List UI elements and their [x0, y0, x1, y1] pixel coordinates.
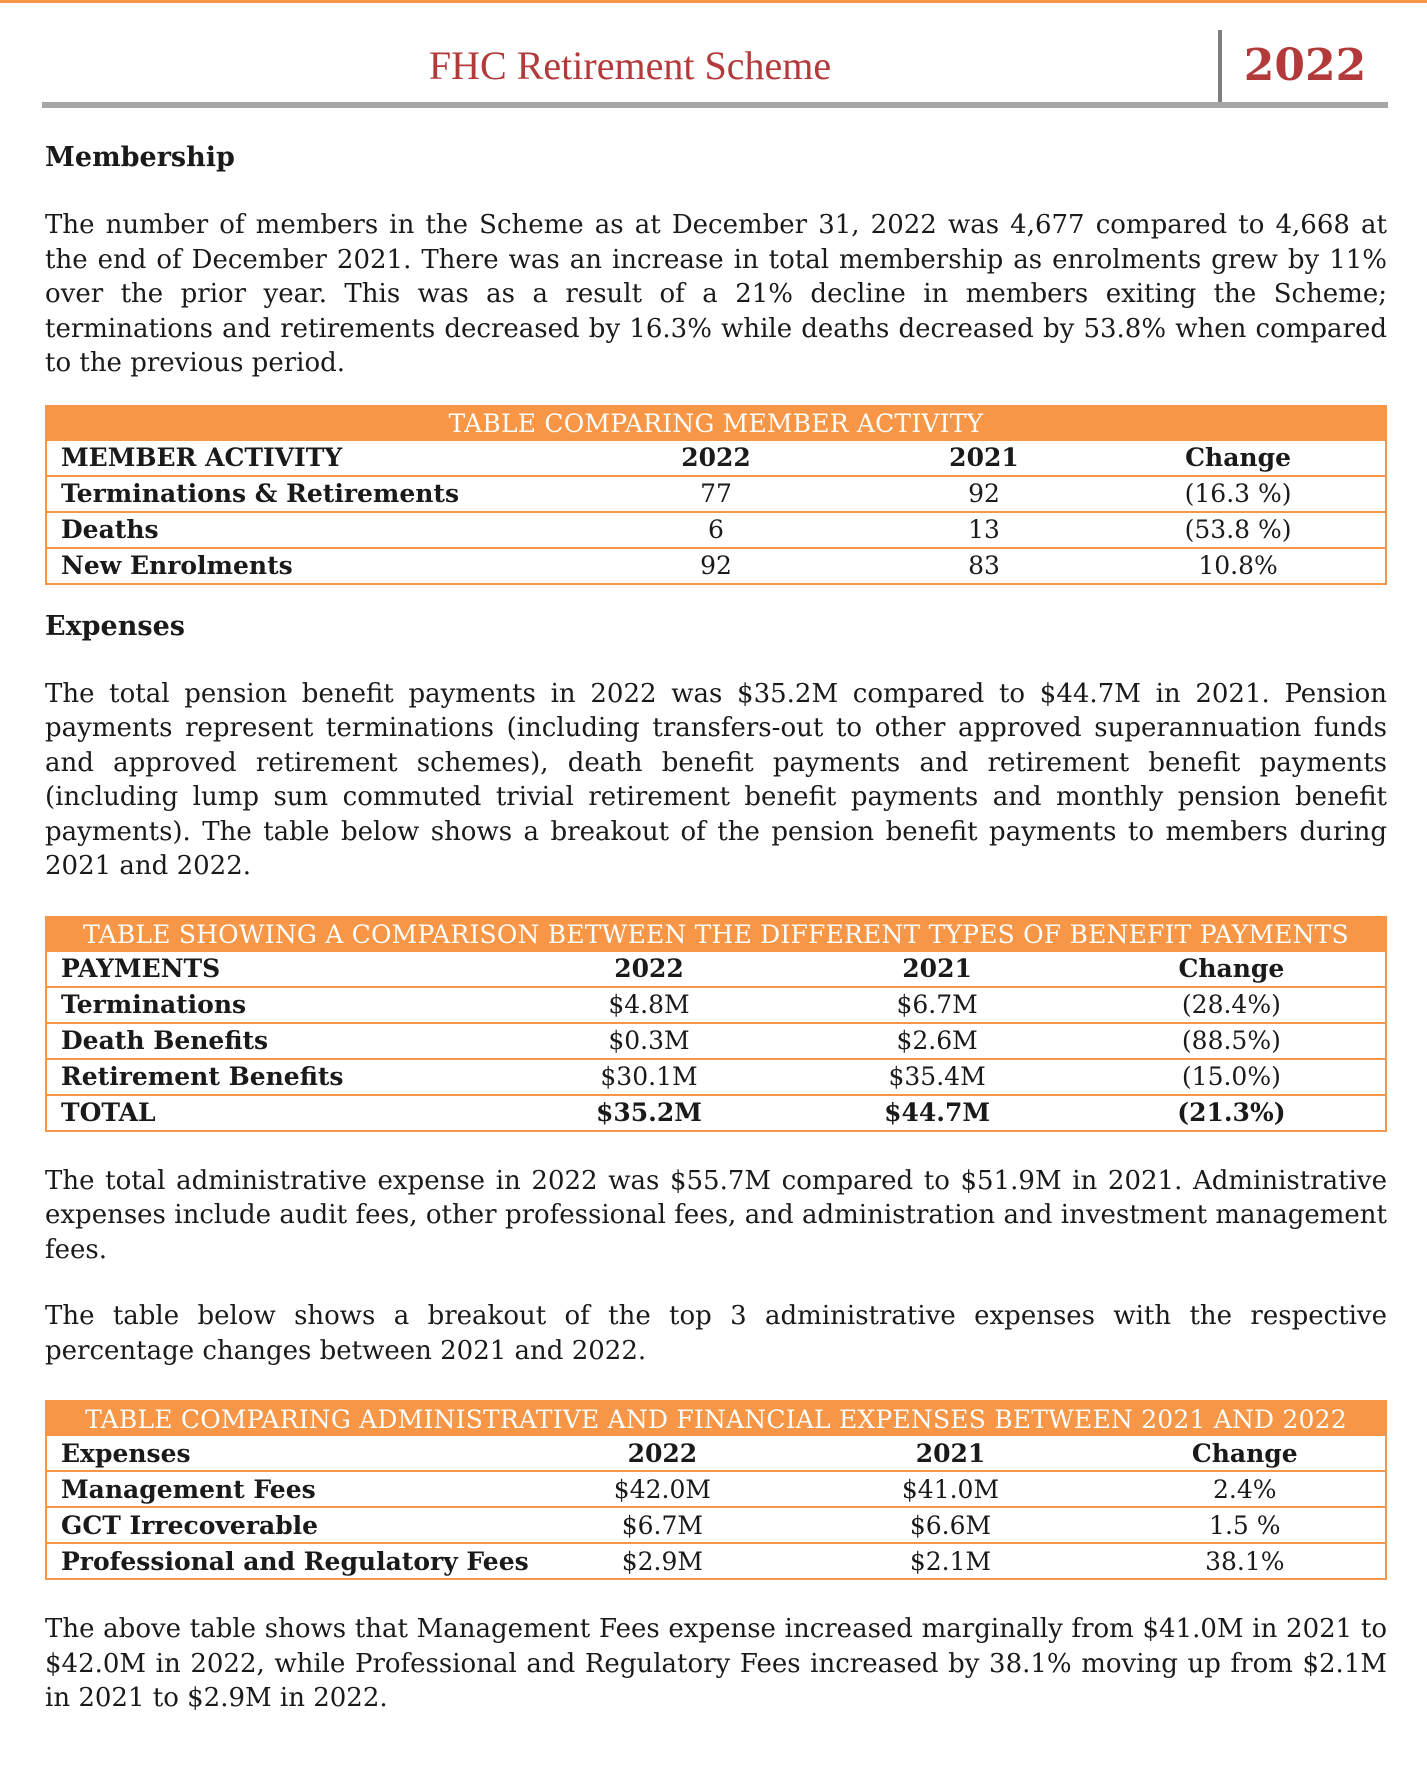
row-label: Deaths — [46, 512, 555, 548]
cell-value: $2.1M — [909, 1546, 992, 1576]
column-header: 2022 — [528, 1436, 796, 1471]
table-row — [46, 1059, 1386, 1095]
cell-value: (88.5%) — [1078, 1023, 1386, 1059]
cell-value: 77 — [555, 476, 877, 512]
row-label: Professional and Regulatory Fees — [61, 1546, 529, 1576]
table-row — [46, 512, 1386, 548]
membership-heading: Membership — [45, 142, 235, 173]
cell-value: 38.1% — [1205, 1546, 1285, 1576]
column-header: 2021 — [877, 441, 1091, 476]
table-row — [46, 1507, 1386, 1543]
expenses-heading: Expenses — [45, 610, 185, 642]
column-header: 2022 — [555, 441, 877, 476]
page-content — [45, 140, 1387, 1716]
table-row — [46, 476, 1386, 512]
cell-value: $2.9M — [621, 1546, 704, 1576]
row-label: Management Fees — [46, 1471, 528, 1507]
cell-value: (53.8 %) — [1091, 512, 1386, 548]
cell-value: $44.7M — [884, 1098, 991, 1127]
cell-value: 10.8% — [1198, 551, 1278, 580]
table-row — [46, 1023, 1386, 1059]
cell-value: $2.6M — [796, 1023, 1077, 1059]
member-activity-table — [45, 405, 1387, 585]
column-header: 2021 — [796, 1436, 1104, 1471]
table-row — [46, 987, 1386, 1023]
cell-value: $6.7M — [796, 987, 1077, 1023]
cell-value: (21.3%) — [1177, 1098, 1286, 1127]
cell-value: 1.5 % — [1105, 1507, 1386, 1543]
table-row — [46, 1543, 1386, 1579]
row-label: New Enrolments — [61, 551, 293, 580]
expenses-paragraph-3: The table below shows a breakout of the top 3 administrative expenses with the respective percentage changes between 2021 and 2022. — [45, 1301, 1387, 1366]
column-header: MEMBER ACTIVITY — [46, 441, 555, 476]
member-table-title: TABLE COMPARING MEMBER ACTIVITY — [46, 406, 1386, 441]
table-row — [46, 1471, 1386, 1507]
cell-value: $35.4M — [796, 1059, 1077, 1095]
table-header-row — [46, 1436, 1386, 1471]
table-total-row — [46, 1095, 1386, 1131]
cell-value: $6.7M — [528, 1507, 796, 1543]
column-header: Change — [1078, 952, 1386, 987]
table-row — [46, 548, 1386, 584]
expenses-paragraph-1: The total pension benefit payments in 2022 was $35.2M compared to $44.7M in 2021. Pension payments represent terminations (including transfers-out to other approved superannuation funds and approved retirement schemes), death benefit payments and retirement benefit payments (including lump sum commuted trivial retirement benefit payments and monthly pension benefit payments). The table below shows a breakout of the pension benefit payments to members during 2021 and 2022. — [45, 678, 1387, 881]
document-title: FHC Retirement Scheme — [428, 43, 832, 88]
top-accent-rule — [0, 0, 1427, 3]
row-label: TOTAL — [61, 1098, 156, 1127]
cell-value: $41.0M — [796, 1471, 1104, 1507]
column-header: Expenses — [46, 1436, 528, 1471]
page-header — [42, 30, 1388, 110]
cell-value: (28.4%) — [1078, 987, 1386, 1023]
row-label: Terminations & Retirements — [46, 476, 555, 512]
cell-value: 2.4% — [1105, 1471, 1386, 1507]
cell-value: (16.3 %) — [1091, 476, 1386, 512]
header-rule — [42, 102, 1388, 108]
row-label: Death Benefits — [46, 1023, 502, 1059]
cell-value: $42.0M — [528, 1471, 796, 1507]
cell-value: $4.8M — [502, 987, 797, 1023]
cell-value: 92 — [700, 551, 732, 580]
cell-value: $35.2M — [596, 1098, 702, 1127]
cell-value: 13 — [877, 512, 1091, 548]
document-year: 2022 — [1243, 40, 1367, 91]
row-label: Terminations — [46, 987, 502, 1023]
table-header-row — [46, 952, 1386, 987]
benefit-payments-table — [45, 916, 1387, 1132]
cell-value: $6.6M — [796, 1507, 1104, 1543]
column-header: 2022 — [502, 952, 797, 987]
admin-table-title: TABLE COMPARING ADMINISTRATIVE AND FINANCIAL EXPENSES BETWEEN 2021 AND 2022 — [46, 1401, 1386, 1436]
expenses-paragraph-4: The above table shows that Management Fees expense increased marginally from $41.0M in 2021 to $42.0M in 2022, while Professional and Regulatory Fees increased by 38.1% moving up from $2.1M in 2021 to $2.9M in 2022. — [45, 1614, 1387, 1713]
row-label: Retirement Benefits — [46, 1059, 502, 1095]
cell-value: 6 — [555, 512, 877, 548]
row-label: GCT Irrecoverable — [46, 1507, 528, 1543]
column-header: 2021 — [796, 952, 1077, 987]
cell-value: 92 — [877, 476, 1091, 512]
cell-value: 83 — [968, 551, 1000, 580]
column-header: Change — [1105, 1436, 1386, 1471]
column-header: PAYMENTS — [46, 952, 502, 987]
admin-expenses-table — [45, 1400, 1387, 1580]
payments-table-title: TABLE SHOWING A COMPARISON BETWEEN THE DIFFERENT TYPES OF BENEFIT PAYMENTS — [46, 917, 1386, 952]
table-header-row — [46, 441, 1386, 476]
cell-value: $0.3M — [502, 1023, 797, 1059]
column-header: Change — [1091, 441, 1386, 476]
cell-value: (15.0%) — [1078, 1059, 1386, 1095]
membership-paragraph: The number of members in the Scheme as at December 31, 2022 was 4,677 compared to 4,668 at the end of December 2021. There was an increase in total membership as enrolments grew by 11% over the prior year. This was as a result of a 21% decline in members exiting the Scheme; terminations and retirements decreased by 16.3% while deaths decreased by 53.8% when compared to the previous period. — [45, 210, 1387, 378]
cell-value: $30.1M — [502, 1059, 797, 1095]
expenses-paragraph-2: The total administrative expense in 2022 was $55.7M compared to $51.9M in 2021. Administrative expenses include audit fees, other professional fees, and administration and investment management fees. — [45, 1165, 1387, 1265]
